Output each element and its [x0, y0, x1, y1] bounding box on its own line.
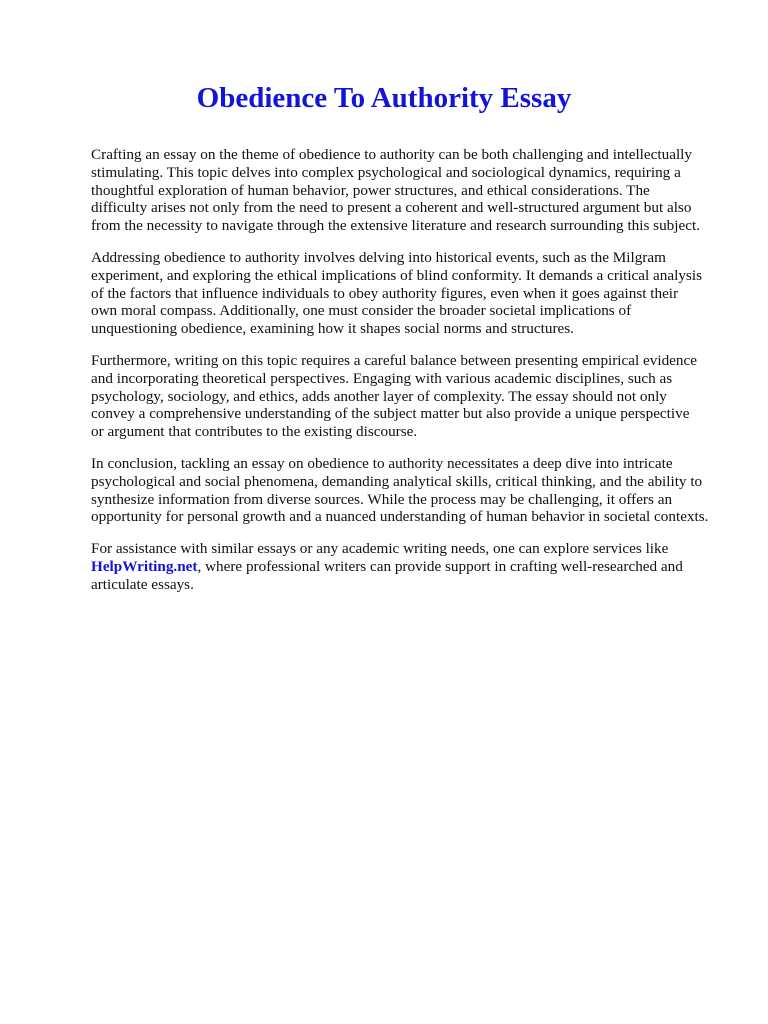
text-line: or argument that contributes to the existing discourse. [91, 423, 418, 441]
text-line: Crafting an essay on the theme of obedience to authority can be both challenging and intellectually [91, 146, 692, 163]
text-line: convey a comprehensive understanding of the subject matter but also provide a unique perspective [91, 405, 690, 423]
text-line: thoughtful exploration of human behavior, power structures, and ethical considerations. The [91, 181, 650, 199]
paragraph-1 [91, 146, 731, 235]
text-line: and incorporating theoretical perspectives. Engaging with various academic disciplines, such as [91, 369, 673, 387]
paragraph-closing [91, 540, 731, 593]
paragraph-2 [91, 249, 731, 338]
paragraph-3 [91, 352, 731, 441]
text-line-with-link [91, 558, 731, 576]
paragraph-4 [91, 455, 731, 526]
text-line: Furthermore, writing on this topic requires a careful balance between presenting empirical evidence [91, 351, 697, 369]
text-line: Addressing obedience to authority involves delving into historical events, such as the Milgram [91, 248, 666, 266]
text-line: In conclusion, tackling an essay on obedience to authority necessitates a deep dive into intricate [91, 454, 673, 472]
text-line: from the necessity to navigate through the extensive literature and research surrounding this subject. [91, 217, 700, 235]
essay-body [91, 146, 731, 608]
page-title: Obedience To Authority Essay [196, 82, 572, 114]
text-line: experiment, and exploring the ethical implications of blind conformity. It demands a critical analysis [91, 266, 702, 284]
text-line: articulate essays. [91, 575, 194, 593]
text-line: difficulty arises not only from the need to present a coherent and well-structured argument but also [91, 199, 692, 217]
text-line: stimulating. This topic delves into complex psychological and sociological dynamics, requiring a [91, 163, 681, 181]
text-line: psychology, sociology, and ethics, adds another layer of complexity. The essay should not only [91, 387, 667, 405]
text-line: For assistance with similar essays or any academic writing needs, one can explore services like [91, 540, 669, 558]
text-fragment: , where professional writers can provide support in crafting well-researched and [197, 557, 683, 575]
text-line: psychological and social phenomena, demanding analytical skills, critical thinking, and the ability to [91, 472, 703, 490]
text-line: unquestioning obedience, examining how it shapes social norms and structures. [91, 320, 574, 338]
helpwriting-link[interactable]: HelpWriting.net [91, 557, 198, 575]
text-line: own moral compass. Additionally, one must consider the broader societal implications of [91, 302, 632, 320]
text-line: synthesize information from diverse sources. While the process may be challenging, it offers an [91, 490, 673, 508]
text-line: of the factors that influence individuals to obey authority figures, even when it goes against their [91, 284, 679, 302]
text-line: opportunity for personal growth and a nuanced understanding of human behavior in societal contexts. [91, 508, 709, 526]
